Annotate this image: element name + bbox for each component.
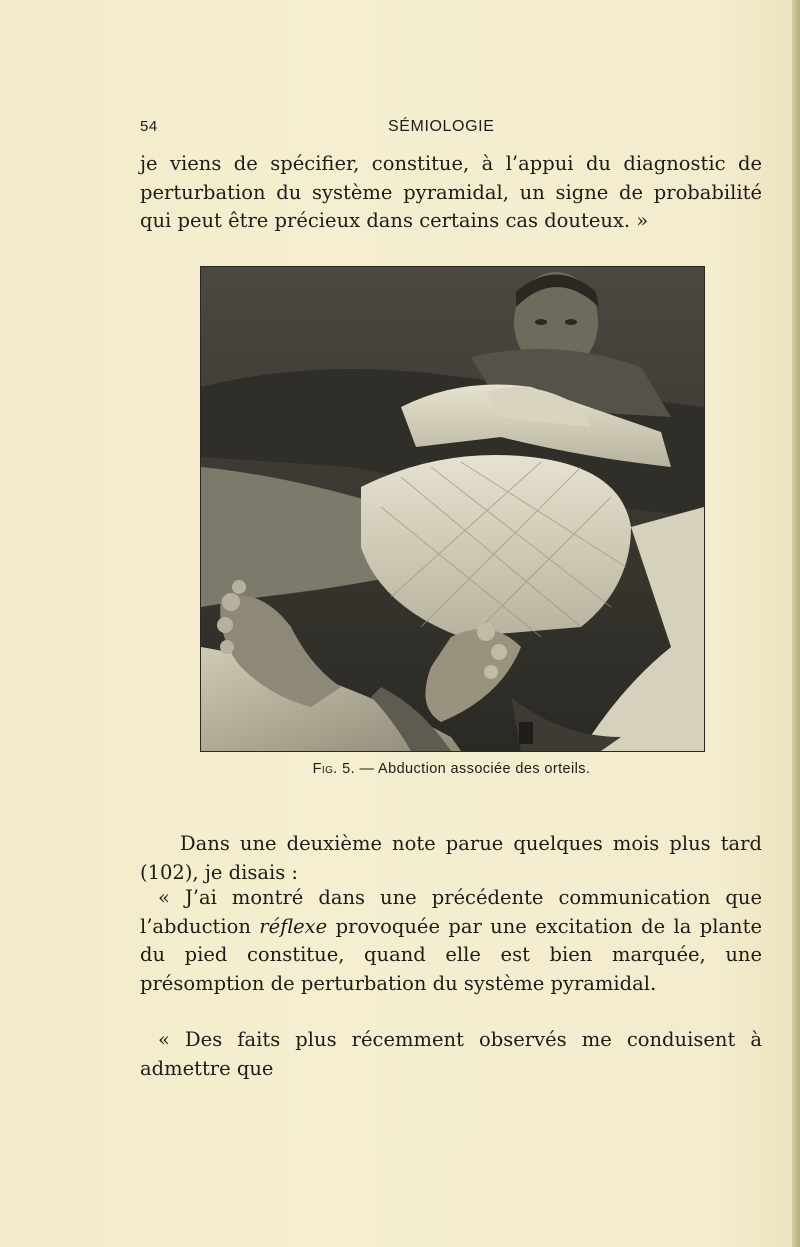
page-header	[140, 118, 760, 142]
paragraph-2: Dans une deuxième note parue quelques mois plus tard (102), je disais :	[140, 832, 762, 884]
page-edge	[792, 0, 800, 1247]
paragraph-4: « Des faits plus récemment observés me conduisent à admettre que	[140, 1028, 762, 1080]
paragraph-3-end: provoquée par une excitation de la plante du pied constitue, quand elle est bien marquée, une présomption de perturbation du système pyramidal.	[140, 914, 762, 995]
caption-separator: —	[359, 761, 375, 777]
caption-text: Abduction associée des orteils.	[378, 761, 591, 777]
figure-photo	[200, 266, 705, 752]
figure-caption	[200, 761, 703, 777]
paragraph-3	[140, 884, 762, 998]
page-number: 54	[140, 118, 158, 135]
italic-reflexe: réflexe	[259, 914, 328, 938]
paragraph-3-start: « J’ai montré dans une précédente communication que l’abduction	[140, 886, 762, 938]
patient-photo-illustration	[201, 267, 704, 751]
paragraph-1: je viens de spécifier, constitue, à l’appui du diagnostic de perturbation du système pyramidal, un signe de probabilité qui peut être précieux dans certains cas douteux. »	[140, 152, 762, 232]
figure-label: Fig. 5.	[312, 761, 356, 777]
running-title: SÉMIOLOGIE	[388, 118, 495, 135]
